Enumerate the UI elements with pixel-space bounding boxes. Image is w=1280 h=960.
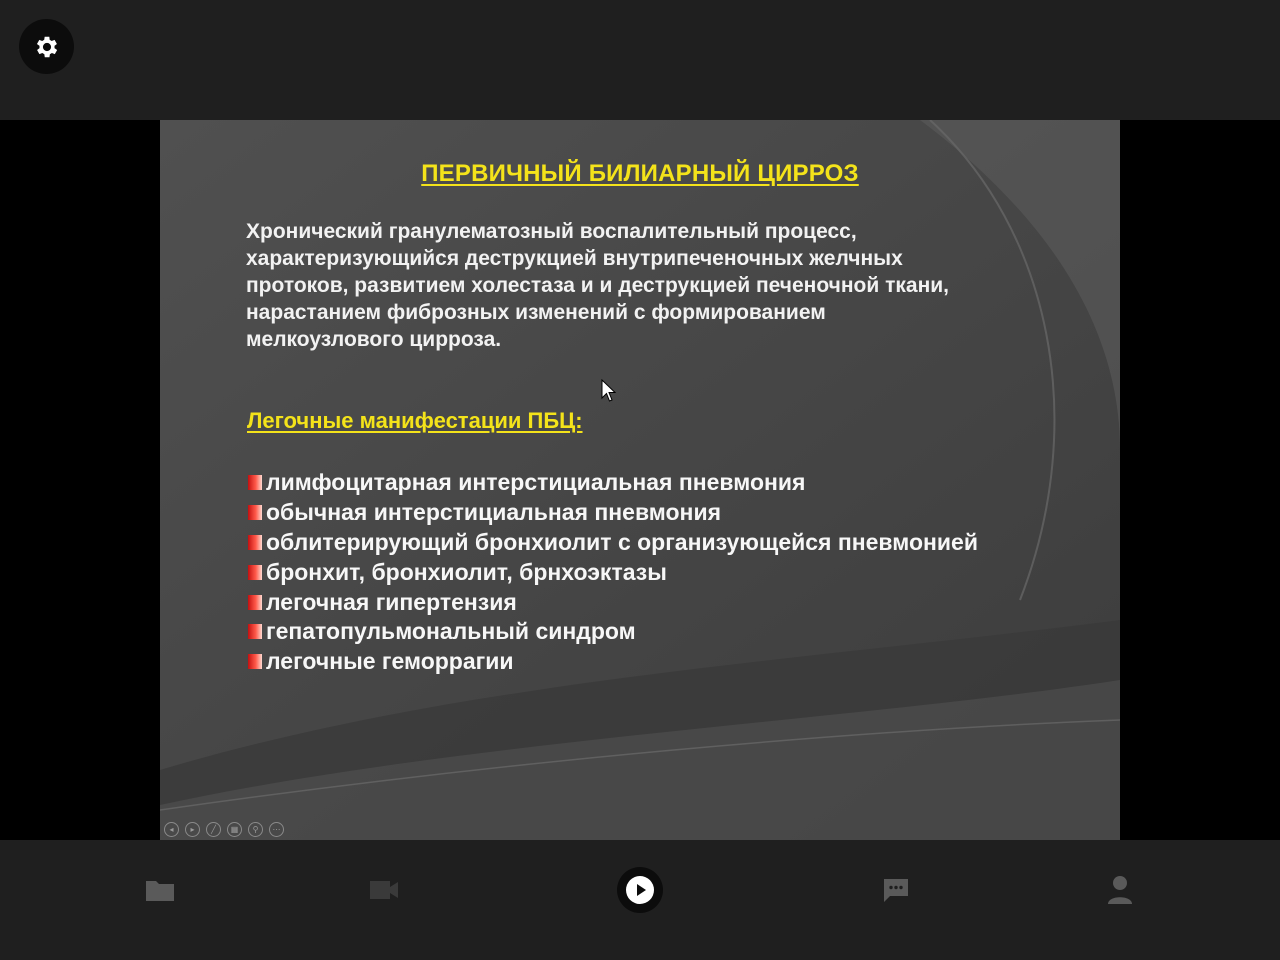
bullet-list (248, 468, 978, 677)
list-item (248, 587, 978, 617)
zoom-icon[interactable]: ⚲ (248, 822, 263, 837)
bullet-text: обычная интерстициальная пневмония (266, 499, 722, 526)
bullet-text: бронхит, бронхиолит, брнхоэктазы (266, 558, 667, 585)
description-line: характеризующийся деструкцией внутрипеченочных желчных (246, 247, 903, 270)
presentation-slide (160, 120, 1120, 840)
chat-icon (882, 877, 910, 903)
bullet-square-icon (248, 624, 262, 639)
list-item (248, 647, 978, 677)
bullet-square-icon (248, 535, 262, 550)
list-item (248, 557, 978, 587)
slide-title: ПЕРВИЧНЫЙ БИЛИАРНЫЙ ЦИРРОЗ (421, 160, 859, 187)
description-line: протоков, развитием холестаза и и деструкцией печеночной ткани, (246, 274, 949, 297)
presentation-stage (0, 120, 1280, 840)
bullet-text: легочная гипертензия (266, 588, 517, 615)
bullet-text: лимфоцитарная интерстициальная пневмония (266, 469, 806, 496)
nav-play[interactable] (617, 867, 663, 913)
description-line: мелкоузлового цирроза. (246, 328, 502, 351)
slides-grid-icon[interactable]: ▦ (227, 822, 242, 837)
bullet-text: легочные геморрагии (266, 648, 514, 675)
bullet-square-icon (248, 505, 262, 520)
list-item (248, 498, 978, 528)
description-line: Хронический гранулематозный воспалительный процесс, (246, 220, 857, 243)
nav-video[interactable] (369, 879, 399, 901)
bullet-square-icon (248, 475, 262, 490)
profile-icon (1107, 875, 1133, 905)
nav-files[interactable] (145, 878, 175, 902)
folder-icon (145, 878, 175, 902)
bullet-square-icon (248, 654, 262, 669)
list-item (248, 468, 978, 498)
pen-icon[interactable]: ╱ (206, 822, 221, 837)
bullet-square-icon (248, 595, 262, 610)
gear-icon (33, 33, 61, 61)
next-slide-icon[interactable]: ▸ (185, 822, 200, 837)
nav-profile[interactable] (1107, 875, 1133, 905)
nav-chat[interactable] (882, 877, 910, 903)
slide-subtitle: Легочные манифестации ПБЦ: (247, 408, 583, 433)
bullet-text: гепатопульмональный синдром (266, 618, 636, 645)
settings-button[interactable] (19, 19, 74, 74)
bullet-text: облитерирующий бронхиолит с организующейся пневмонией (266, 528, 978, 555)
bullet-square-icon (248, 565, 262, 580)
list-item (248, 617, 978, 647)
slideshow-controls (164, 822, 284, 837)
video-icon (369, 879, 399, 901)
description-line: нарастанием фиброзных изменений с формированием (246, 301, 826, 324)
previous-slide-icon[interactable]: ◂ (164, 822, 179, 837)
mouse-cursor-icon (601, 379, 617, 403)
list-item (248, 528, 978, 558)
bottom-navigation-bar (0, 840, 1280, 960)
slide-description (246, 218, 1086, 353)
play-icon (625, 875, 655, 905)
more-options-icon[interactable]: ⋯ (269, 822, 284, 837)
play-button[interactable] (617, 867, 663, 913)
top-bar (0, 0, 1280, 120)
